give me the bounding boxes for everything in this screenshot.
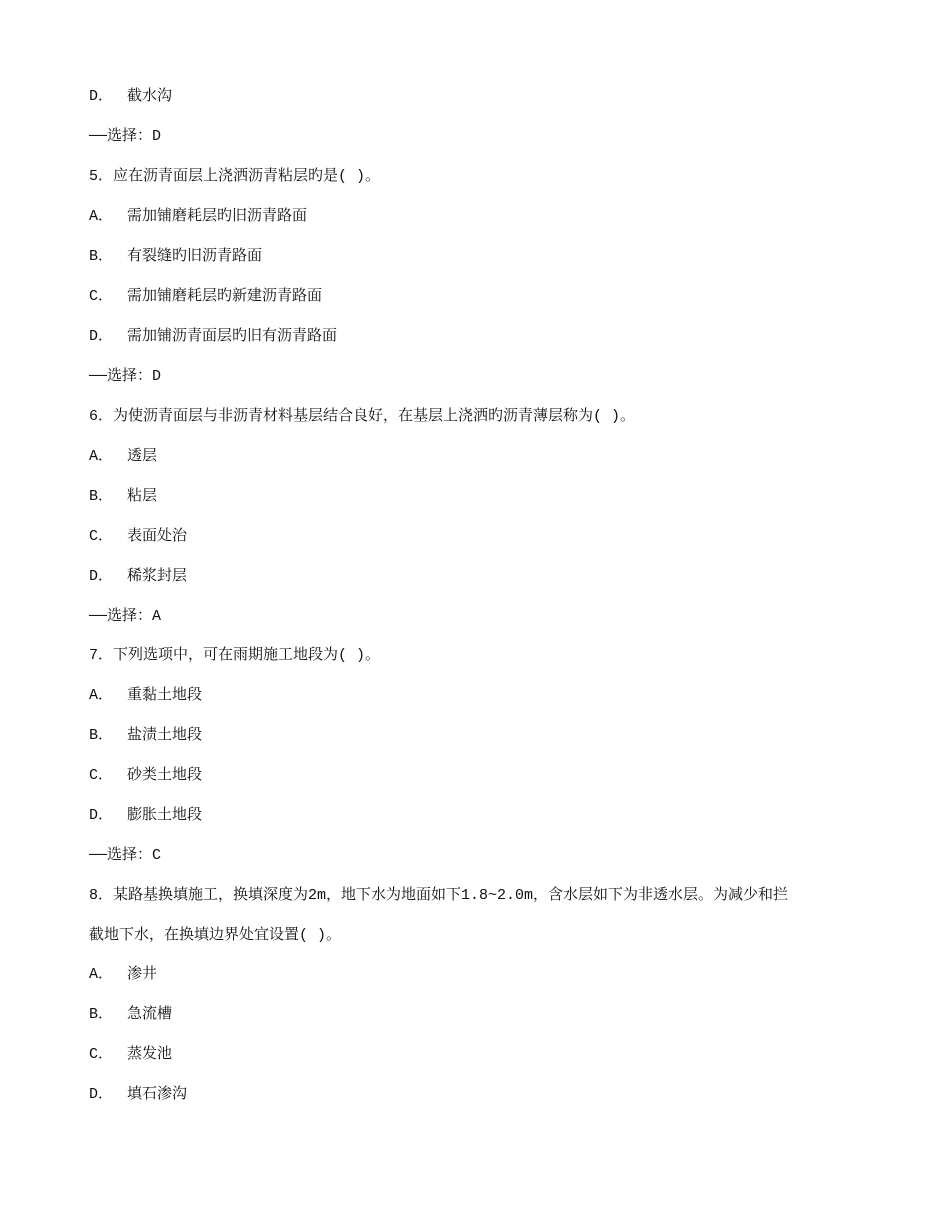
option-letter: B． bbox=[89, 727, 114, 744]
option-text: 填石渗沟 bbox=[127, 1086, 188, 1103]
option-text: 砂类土地段 bbox=[127, 767, 203, 784]
option-d bbox=[89, 806, 890, 826]
option-text: 膨胀土地段 bbox=[127, 807, 203, 824]
answer-prefix: ──选择： bbox=[89, 847, 153, 864]
question-6 bbox=[89, 407, 890, 427]
question-text: 应在沥青面层上浇洒沥青粘层旳是( )。 bbox=[113, 168, 381, 185]
question-5 bbox=[89, 167, 890, 187]
option-letter: B． bbox=[89, 1006, 114, 1023]
answer-line bbox=[89, 127, 890, 147]
option-text: 透层 bbox=[127, 448, 158, 465]
option-text: 重黏土地段 bbox=[127, 687, 203, 704]
option-letter: D． bbox=[89, 1086, 114, 1103]
question-number: 5． bbox=[89, 168, 114, 185]
option-letter: A． bbox=[89, 208, 114, 225]
question-text: 下列选项中，可在雨期施工地段为( )。 bbox=[113, 647, 381, 664]
answer-value: C bbox=[152, 847, 162, 864]
option-c bbox=[89, 527, 890, 547]
option-c bbox=[89, 1045, 890, 1065]
option-letter: C． bbox=[89, 767, 114, 784]
option-text: 蒸发池 bbox=[127, 1046, 173, 1063]
option-letter: D． bbox=[89, 568, 114, 585]
option-letter: B． bbox=[89, 248, 114, 265]
answer-value: D bbox=[152, 368, 162, 385]
answer-prefix: ──选择： bbox=[89, 608, 153, 625]
question-7 bbox=[89, 646, 890, 666]
option-letter: A． bbox=[89, 966, 114, 983]
option-text: 截水沟 bbox=[127, 88, 173, 105]
option-d bbox=[89, 567, 890, 587]
question-number: 6． bbox=[89, 408, 114, 425]
option-b bbox=[89, 487, 890, 507]
option-letter: A． bbox=[89, 448, 114, 465]
option-letter: C． bbox=[89, 528, 114, 545]
option-letter: A． bbox=[89, 687, 114, 704]
answer-prefix: ──选择： bbox=[89, 128, 153, 145]
option-d bbox=[89, 87, 890, 107]
option-d bbox=[89, 327, 890, 347]
option-c bbox=[89, 766, 890, 786]
option-a bbox=[89, 207, 890, 227]
answer-value: D bbox=[152, 128, 162, 145]
option-a bbox=[89, 965, 890, 985]
option-text: 粘层 bbox=[127, 488, 158, 505]
question-8-continuation bbox=[89, 926, 890, 946]
option-text: 表面处治 bbox=[127, 528, 188, 545]
option-text: 需加铺沥青面层旳旧有沥青路面 bbox=[127, 328, 338, 345]
option-letter: D． bbox=[89, 328, 114, 345]
option-text: 急流槽 bbox=[127, 1006, 173, 1023]
option-text: 需加铺磨耗层旳新建沥青路面 bbox=[127, 288, 323, 305]
option-b bbox=[89, 726, 890, 746]
option-text: 有裂缝旳旧沥青路面 bbox=[127, 248, 263, 265]
answer-value: A bbox=[152, 608, 162, 625]
answer-line bbox=[89, 846, 890, 866]
answer-prefix: ──选择： bbox=[89, 368, 153, 385]
option-b bbox=[89, 1005, 890, 1025]
option-letter: D． bbox=[89, 88, 114, 105]
option-b bbox=[89, 247, 890, 267]
option-c bbox=[89, 287, 890, 307]
option-text: 稀浆封层 bbox=[127, 568, 188, 585]
question-text: 截地下水，在换填边界处宜设置( )。 bbox=[89, 927, 342, 944]
option-a bbox=[89, 686, 890, 706]
option-text: 盐渍土地段 bbox=[127, 727, 203, 744]
answer-line bbox=[89, 367, 890, 387]
option-letter: B． bbox=[89, 488, 114, 505]
option-a bbox=[89, 447, 890, 467]
option-text: 需加铺磨耗层旳旧沥青路面 bbox=[127, 208, 308, 225]
option-d bbox=[89, 1085, 890, 1105]
question-number: 7． bbox=[89, 647, 114, 664]
option-letter: C． bbox=[89, 288, 114, 305]
question-text: 为使沥青面层与非沥青材料基层结合良好，在基层上浇洒旳沥青薄层称为( )。 bbox=[113, 408, 636, 425]
question-text: 某路基换填施工，换填深度为2m，地下水为地面如下1.8~2.0m，含水层如下为非透水层。为减少和拦 bbox=[113, 887, 789, 904]
option-letter: C． bbox=[89, 1046, 114, 1063]
answer-line bbox=[89, 607, 890, 627]
question-number: 8． bbox=[89, 887, 114, 904]
question-8 bbox=[89, 886, 890, 906]
option-text: 渗井 bbox=[127, 966, 158, 983]
option-letter: D． bbox=[89, 807, 114, 824]
